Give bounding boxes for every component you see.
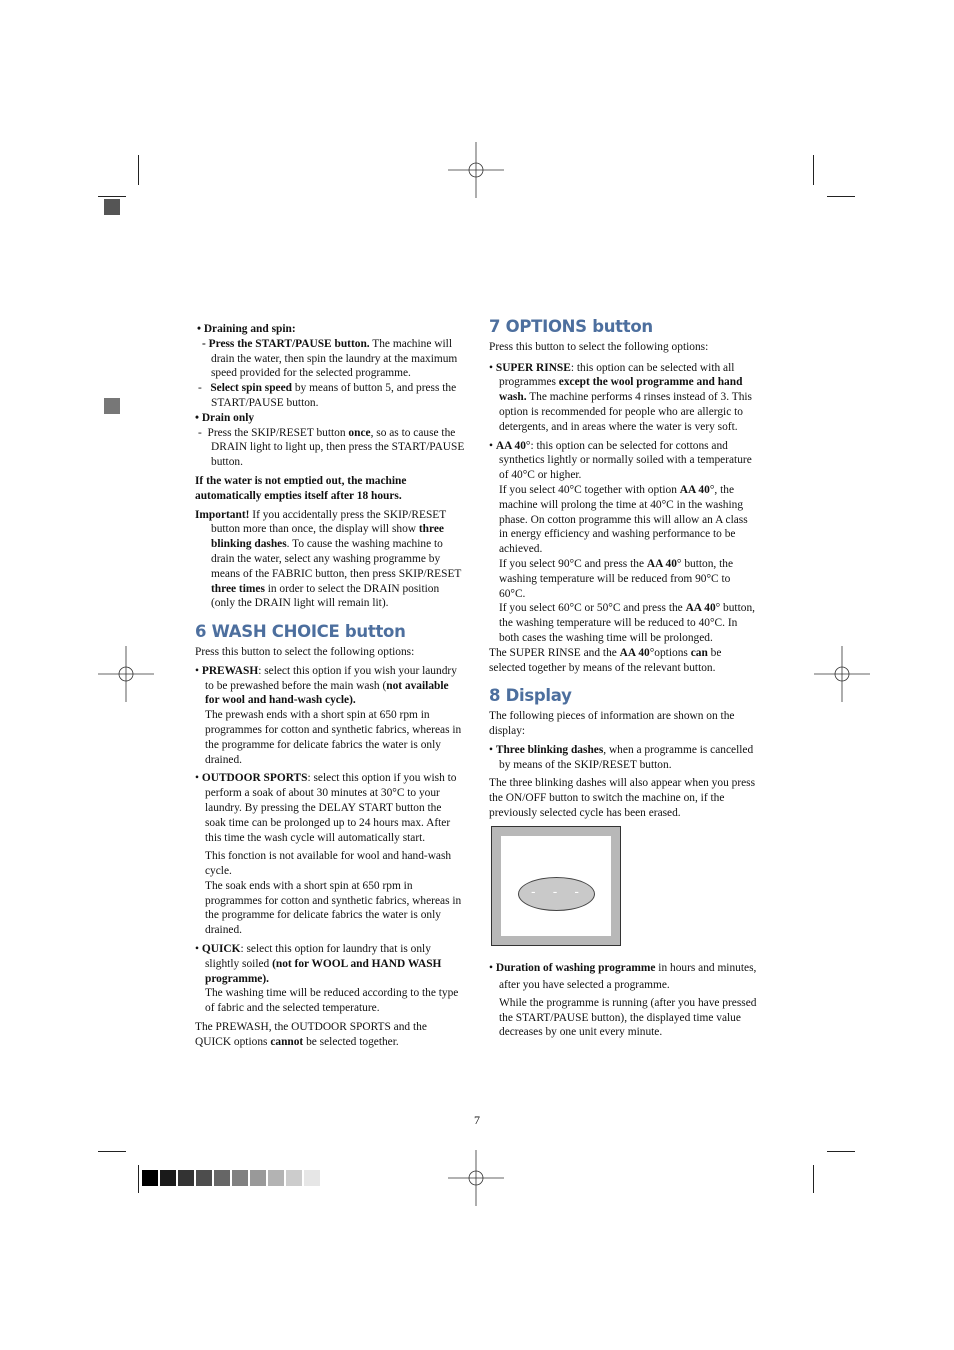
option-quick-detail: The washing time will be reduced according to the type of fabric and the selected temperature. xyxy=(205,987,459,1015)
registration-mark xyxy=(448,1150,504,1206)
gray-swatch xyxy=(214,1170,230,1186)
section-intro: Press this button to select the following options: xyxy=(195,645,415,658)
option-prewash-detail: The prewash ends with a short spin at 650 rpm in programmes for cotton and synthetic fabrics, whereas in the programme for delicate fabrics the water is only drained. xyxy=(205,709,462,766)
gray-swatch xyxy=(160,1170,176,1186)
drain-only-step: - Press the SKIP/RESET button once, so as to cause the DRAIN light to light up, then press the START/PAUSE button. xyxy=(198,426,465,469)
option-aa40-detail: If you select 90°C and press the AA 40° button, the washing temperature will be reduced from 90°C to 60°C. xyxy=(499,557,734,600)
drain-only-title: • Drain only xyxy=(195,411,255,424)
option-super-rinse: • SUPER RINSE: this option can be selected with all programmes except the wool programme and hand wash. The machine performs 4 rinses instead of 3. This option is recommended for people who are allergic to detergents, and in areas where the water is very soft. xyxy=(489,361,752,433)
display-readout: - - - xyxy=(518,877,595,911)
section-footer: The PREWASH, the OUTDOOR SPORTS and the QUICK options cannot be selected together. xyxy=(195,1021,427,1048)
section-footer: The SUPER RINSE and the AA 40°options can be selected together by means of the relevant button. xyxy=(489,646,722,674)
right-column xyxy=(489,317,759,1040)
crop-mark xyxy=(813,155,814,185)
display-screen xyxy=(501,836,611,936)
draining-title: • Draining and spin: xyxy=(197,323,296,335)
registration-mark xyxy=(448,142,504,198)
crop-mark xyxy=(138,155,139,185)
margin-square xyxy=(104,199,120,215)
gray-swatch xyxy=(286,1170,302,1186)
section-intro: Press this button to select the following options: xyxy=(489,340,709,353)
gray-swatch xyxy=(304,1170,320,1186)
gray-swatch xyxy=(142,1170,158,1186)
section-intro: The following pieces of information are shown on the display: xyxy=(489,710,735,737)
crop-mark xyxy=(98,1151,126,1152)
option-outdoor-sports: • OUTDOOR SPORTS: select this option if you wish to perform a soak of about 30 minutes at 30°C to your laundry. By pressing the DELAY START button the soak time can be prolonged up to 24 hours max. After this time the wash cycle will automatically start. xyxy=(195,772,457,844)
option-prewash: • PREWASH: select this option if you wish your laundry to be prewashed before the main wash (not available for wool and hand-wash cycle). xyxy=(195,664,457,707)
display-illustration xyxy=(491,826,621,946)
draining-step: - Press the START/PAUSE button. The machine will drain the water, then spin the laundry at the maximum speed provided for the selected programme. xyxy=(202,337,458,380)
duration-detail: While the programme is running (after you have pressed the START/PAUSE button), the displayed time value decreases by one unit every minute. xyxy=(499,996,757,1039)
option-quick: • QUICK: select this option for laundry that is only slightly soiled (not for WOOL and HAND WASH programme). xyxy=(195,943,442,985)
crop-mark xyxy=(813,1165,814,1193)
registration-mark xyxy=(814,646,870,702)
gray-swatch xyxy=(178,1170,194,1186)
section-heading-options: 7 OPTIONS button xyxy=(489,317,653,336)
option-outdoor-note: This fonction is not available for wool and hand-wash cycle. xyxy=(205,850,452,878)
option-aa40-detail: If you select 40°C together with option AA 40°, the machine will prolong the time at 40°C in the washing phase. On cotton programme this will allow an A class in energy efficiency and washing performance to be achieved. xyxy=(499,483,748,556)
option-aa40: • AA 40°: this option can be selected for cottons and synthetics lightly or normally soiled with a temperature of 40°C or higher. xyxy=(489,439,752,482)
crop-mark xyxy=(827,1151,855,1152)
dashes-note: The three blinking dashes will also appear when you press the ON/OFF button to switch the machine on, if the previously selected cycle has been erased. xyxy=(489,777,756,819)
draining-step: - Select spin speed by means of button 5, and press the START/PAUSE button. xyxy=(198,382,457,409)
option-outdoor-detail: The soak ends with a short spin at 650 rpm in programmes for cotton and synthetic fabrics, whereas in the programme for delicate fabrics the water is only drained. xyxy=(205,879,462,937)
water-note: If the water is not emptied out, the machine automatically empties itself after 18 hours. xyxy=(195,474,407,502)
gray-swatch xyxy=(196,1170,212,1186)
page-number: 7 xyxy=(474,1113,480,1127)
gray-swatch xyxy=(268,1170,284,1186)
section-heading-display: 8 Display xyxy=(489,686,572,706)
gray-swatch xyxy=(250,1170,266,1186)
crop-mark xyxy=(98,196,126,197)
registration-mark xyxy=(98,646,154,702)
left-column xyxy=(195,322,465,1050)
margin-square xyxy=(104,398,120,414)
important-note: Important! If you accidentally press the SKIP/RESET button more than once, the display will show three blinking dashes. To cause the washing machine to drain the water, select any washing programme by means of the FABRIC button, then press SKIP/RESET three times in order to select the DRAIN position (only the DRAIN light will remain lit). xyxy=(195,508,462,610)
crop-mark xyxy=(138,1165,139,1193)
display-item-duration: • Duration of washing programme in hours and minutes, after you have selected a programme. xyxy=(489,961,757,991)
option-aa40-detail: If you select 60°C or 50°C and press the AA 40° button, the washing temperature will be reduced to 40°C. In both cases the washing time will be prolonged. xyxy=(499,602,756,644)
section-heading-wash-choice: 6 WASH CHOICE button xyxy=(195,622,406,642)
gray-swatch xyxy=(232,1170,248,1186)
display-item-dashes: • Three blinking dashes, when a programme is cancelled by means of the SKIP/RESET button. xyxy=(489,743,754,771)
crop-mark xyxy=(827,196,855,197)
